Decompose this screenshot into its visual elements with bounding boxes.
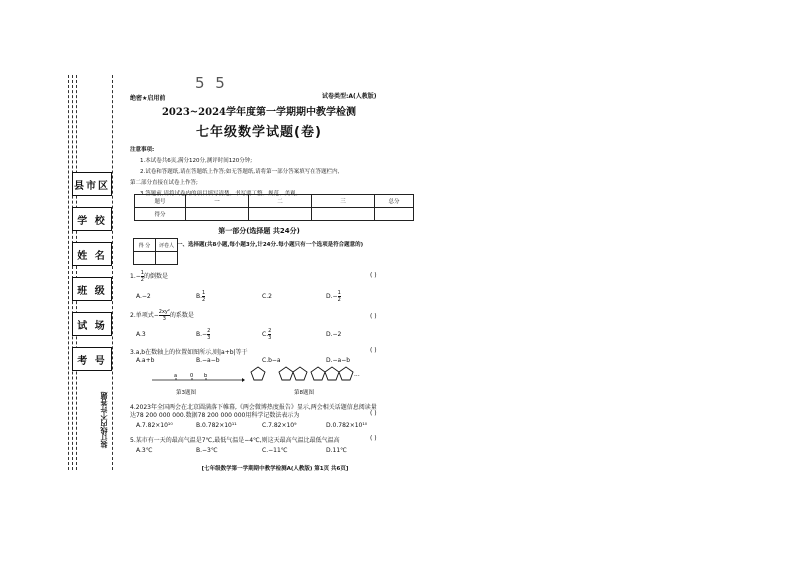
q2-option-b-label: B.− [196,331,208,338]
notes [130,145,390,200]
binding-field-exam-number[interactable]: 考 号 [72,347,112,371]
question-2 [130,309,388,322]
frac-num: 1 [337,290,341,296]
exam-subtitle: 七年级数学试题(卷) [196,125,322,140]
pentagon-icon [311,367,325,380]
question-5: 5.某市有一天的最高气温是7℃,最低气温是−4℃,则这天最高气温比最低气温高 [130,437,340,444]
question-1 [130,270,388,283]
q1-option-d-label: D.− [326,293,338,300]
notes-title: 注意事项: [130,147,155,153]
q1-frac-num: 1 [140,270,144,276]
answer-bracket[interactable]: ( ) [370,410,377,417]
q3-option-d[interactable]: D.−a−b [326,357,351,364]
score-header: 总分 [375,195,414,208]
pentagon-icon [279,367,293,380]
grader-table [133,238,178,265]
question-4: 4.2023年全国两会在北京圆满落下帷幕,《两会微博热度报告》显示,两会相关话题信息阅读量 [130,404,377,411]
binding-field-exam-room[interactable]: 试 场 [72,312,112,336]
pentagon-figure [248,364,368,390]
score-header: 三 [312,195,375,208]
number-line-label-0: 0 [190,373,194,379]
q2-frac-num: 2xy² [158,309,170,315]
grader-header: 得 分 [134,239,156,252]
q1-option-a[interactable]: A.−2 [136,293,151,300]
score-cell[interactable] [312,208,375,221]
fig3-caption: 第3题图 [176,390,196,396]
q1-minus: − [135,273,141,280]
question-4-line2: 达78 200 000 000.数据78 200 000 000用科学记数法表示为 [130,412,300,419]
number-line-label-b: b [204,373,208,379]
q4-option-a[interactable]: A.7.82×10¹⁰ [136,422,173,429]
notes-item: 第二部分直接在试卷上作答; [130,180,198,186]
q2-stem-text: 的系数是 [169,312,194,319]
grader-cell[interactable] [156,252,178,265]
score-cell[interactable] [375,208,414,221]
binding-field-name[interactable]: 姓 名 [72,242,112,266]
score-table [134,194,414,221]
q1-stem-text: 的倒数是 [143,273,168,280]
q2-number: 2.单项式− [130,312,159,319]
score-header: 题号 [135,195,186,208]
score-header: 一 [186,195,249,208]
answer-bracket[interactable]: ( ) [370,272,377,279]
q1-number: 1. [130,273,136,280]
q3-option-c[interactable]: C.b−a [262,357,281,364]
q5-option-b[interactable]: B.−3℃ [196,447,218,454]
q4-option-c[interactable]: C.7.82×10⁹ [262,422,297,429]
q2-option-c-frac [268,328,271,341]
q2-frac-den: 3 [162,316,166,322]
frac-den: 3 [207,335,211,341]
notes-item: 2.试卷和答题纸,请在答题纸上作答;如无答题纸,请将第一部分答案填写在答题栏内, [140,169,340,175]
q3-option-b[interactable]: B.−a−b [196,357,220,364]
page-footer: [七年级数学第一学期期中教学检测A(人教版) 第1页 共6页] [201,466,349,472]
q3-option-a[interactable]: A.a+b [136,357,155,364]
answer-bracket[interactable]: ( ) [370,435,377,442]
handwritten-mark: 5 5 [195,74,228,92]
q5-option-c[interactable]: C.−11℃ [262,447,288,454]
q2-option-c[interactable] [262,328,271,341]
frac-den: 3 [268,335,272,341]
notes-item: 3.答题前,请将试卷内的项目填写清楚。书写要工整、规范、美观。 [140,191,301,197]
number-line-figure [150,370,246,388]
pentagon-ellipsis: ··· [354,373,360,380]
score-header: 二 [249,195,312,208]
binding-field-school[interactable]: 学 校 [72,207,112,231]
number-line-label-a: a [174,373,178,379]
grader-cell[interactable] [134,252,156,265]
q4-option-d[interactable]: D.0.782×10¹⁰ [326,422,368,429]
secret-label: 绝密★启用前 [130,95,166,102]
pentagon-icon [325,367,339,380]
q2-option-b[interactable] [196,328,210,341]
binding-strip [68,75,120,470]
frac-den: 2 [337,297,341,303]
frac-den: 2 [202,297,206,303]
q4-option-b[interactable]: B.0.782×10¹¹ [196,422,237,429]
answer-bracket[interactable]: ( ) [370,313,377,320]
exam-title: 2023~2024学年度第一学期期中教学检测 [161,107,357,118]
q2-option-c-label: C. [262,331,269,338]
answer-bracket[interactable]: ( ) [370,347,377,354]
q2-fraction [159,309,170,322]
fig8-caption: 第8题图 [294,390,314,396]
pentagon-icon [339,367,353,380]
q1-option-b[interactable] [196,290,205,303]
section1-instruction: 一、选择题(共8小题,每小题3分,计24分.每小题只有一个选项是符合题意的) [177,242,364,248]
q1-frac-den: 2 [140,277,144,283]
q2-option-d[interactable]: D.−2 [326,331,342,338]
pentagon-icon [251,367,265,380]
frac-num: 1 [202,290,206,296]
q2-option-a[interactable]: A.3 [136,331,146,338]
frac-num: 2 [207,328,211,334]
q1-option-b-frac [202,290,205,303]
frac-num: 2 [268,328,272,334]
score-cell[interactable] [186,208,249,221]
paper-type: 试卷类型:A(人教版) [322,93,377,100]
score-row-label: 得分 [135,208,186,221]
q1-option-c[interactable]: C.2 [262,293,272,300]
binding-note: 装订线内不许答题 [100,392,108,448]
q1-option-b-label: B. [196,293,203,300]
binding-field-class[interactable]: 班 级 [72,277,112,301]
q1-option-d[interactable] [326,290,341,303]
part1-title: 第一部分(选择题 共24分) [218,227,300,235]
q1-option-d-frac [338,290,341,303]
question-3: 3.a,b在数轴上的位置如图所示,则|a+b|等于 [130,349,248,356]
notes-item: 1.本试卷共6页,满分120分,测评时间120分钟; [140,158,253,164]
binding-field-county[interactable]: 县市区 [72,172,112,196]
q5-option-a[interactable]: A.3℃ [136,447,153,454]
pentagon-icon [293,367,307,380]
q2-option-b-frac [207,328,210,341]
score-cell[interactable] [249,208,312,221]
q5-option-d[interactable]: D.11℃ [326,447,347,454]
grader-header: 评卷人 [156,239,178,252]
